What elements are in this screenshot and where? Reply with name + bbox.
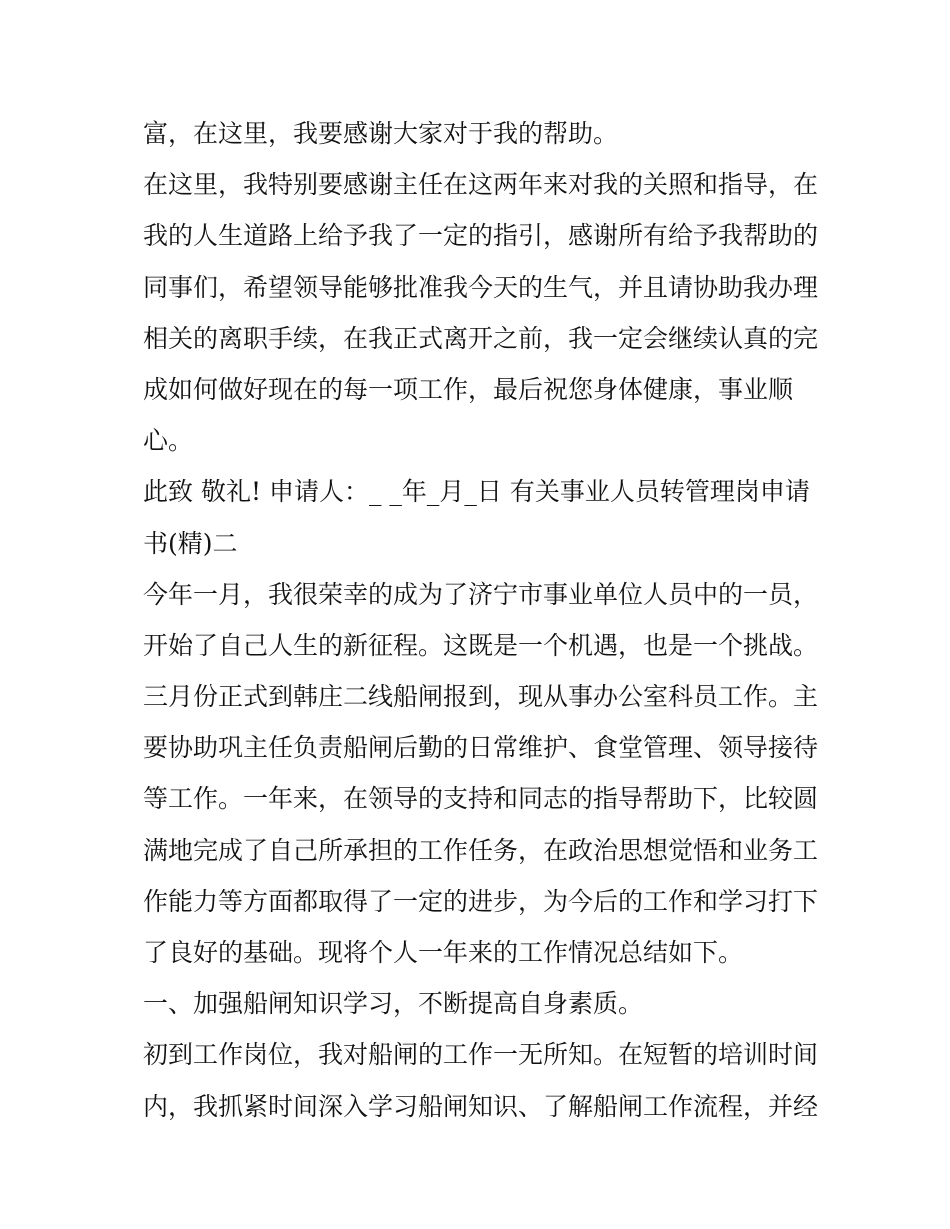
text-line: 作能力等方面都取得了一定的进步，为今后的工作和学习打下 xyxy=(143,886,819,916)
text-line: 我的人生道路上给予我了一定的指引，感谢所有给予我帮助的 xyxy=(143,221,819,251)
text-line: 初到工作岗位，我对船闸的工作一无所知。在短暂的培训时间 xyxy=(143,1040,819,1070)
text-line: 此致 敬礼! 申请人：_ _年_月_日 有关事业人员转管理岗申请 xyxy=(143,477,810,507)
text-line: 三月份正式到韩庄二线船闸报到，现从事办公室科员工作。主 xyxy=(143,682,819,712)
text-line: 要协助巩主任负责船闸后勤的日常维护、食堂管理、领导接待 xyxy=(143,733,819,763)
text-line: 满地完成了自己所承担的工作任务，在政治思想觉悟和业务工 xyxy=(143,835,819,865)
text-line: 书(精)二 xyxy=(143,528,238,558)
text-line: 了良好的基础。现将个人一年来的工作情况总结如下。 xyxy=(143,938,744,967)
text-line: 富，在这里，我要感谢大家对于我的帮助。 xyxy=(143,119,619,148)
text-line: 在这里，我特别要感谢主任在这两年来对我的关照和指导，在 xyxy=(143,170,819,200)
text-line: 等工作。一年来，在领导的支持和同志的指导帮助下，比较圆 xyxy=(143,784,819,814)
text-line: 一、加强船闸知识学习，不断提高自身素质。 xyxy=(143,989,644,1019)
text-line: 内，我抓紧时间深入学习船闸知识、了解船闸工作流程，并经 xyxy=(143,1091,819,1121)
text-line: 成如何做好现在的每一项工作，最后祝您身体健康，事业顺 xyxy=(143,374,794,404)
document-body xyxy=(143,108,823,1132)
text-line: 相关的离职手续，在我正式离开之前，我一定会继续认真的完 xyxy=(143,323,819,353)
text-line: 心。 xyxy=(143,426,194,456)
text-line: 开始了自己人生的新征程。这既是一个机遇，也是一个挑战。 xyxy=(143,630,819,660)
text-line: 今年一月，我很荣幸的成为了济宁市事业单位人员中的一员， xyxy=(143,579,819,609)
text-line: 同事们，希望领导能够批准我今天的生气，并且请协助我办理 xyxy=(143,272,819,302)
